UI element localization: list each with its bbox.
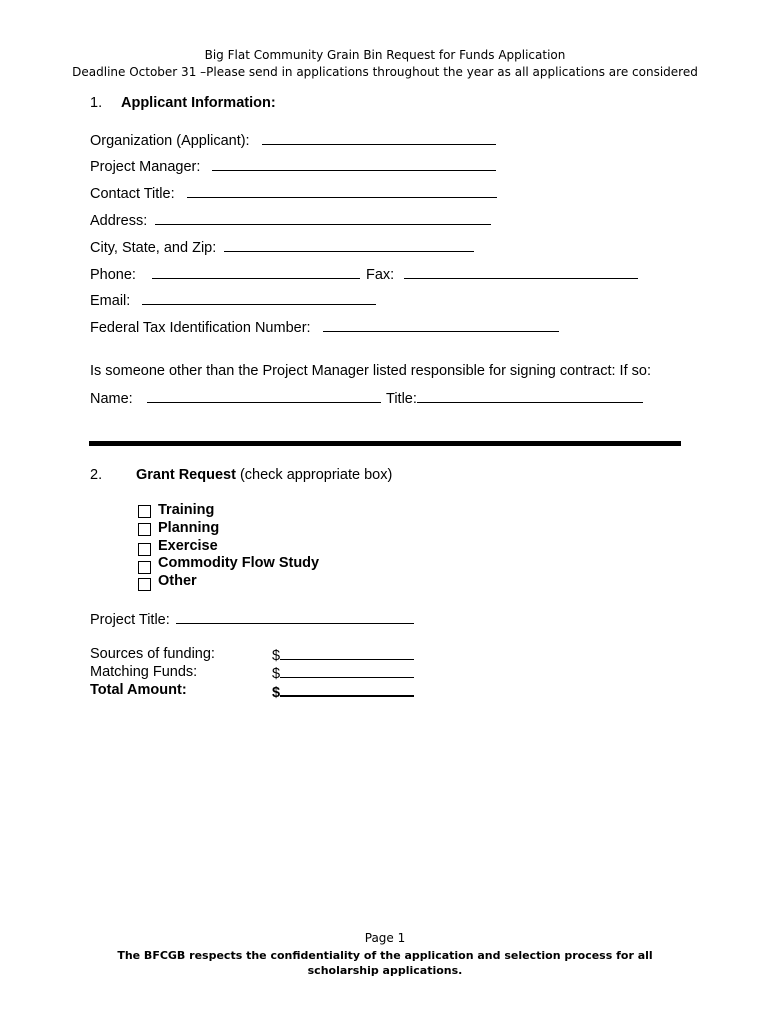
- address-label: Address:: [90, 213, 148, 229]
- signer-title-row: [386, 388, 643, 408]
- planning-checkbox[interactable]: [138, 523, 151, 536]
- deadline-note: Deadline October 31 –Please send in applications throughout the year as all applications are considered: [72, 65, 698, 79]
- federal-tax-id-label: Federal Tax Identification Number:: [90, 320, 311, 336]
- signer-name-label: Name:: [90, 391, 133, 407]
- email-label: Email:: [90, 293, 131, 309]
- section-divider: [89, 441, 681, 446]
- project-manager-row: [90, 156, 496, 176]
- sources-currency: $: [272, 648, 281, 664]
- sources-of-funding-row: [272, 645, 414, 665]
- project-title-row: [90, 609, 414, 629]
- page-number: Page 1: [364, 931, 406, 945]
- email-row: [90, 290, 376, 310]
- matching-currency: $: [272, 666, 281, 682]
- planning-label: Planning: [158, 520, 220, 536]
- project-manager-field[interactable]: [212, 156, 496, 171]
- fax-row: [366, 264, 638, 284]
- training-label: Training: [158, 502, 215, 518]
- total-amount-row: [272, 681, 414, 702]
- document-title: Big Flat Community Grain Bin Request for Funds Application: [204, 48, 566, 62]
- city-state-zip-row: [90, 237, 474, 257]
- contact-title-field[interactable]: [187, 183, 497, 198]
- section-2-heading: Grant Request: [136, 467, 236, 483]
- project-title-field[interactable]: [176, 609, 414, 624]
- phone-label: Phone:: [90, 267, 136, 283]
- training-checkbox[interactable]: [138, 505, 151, 518]
- section-1-heading: Applicant Information:: [121, 95, 276, 111]
- phone-row: [90, 264, 360, 284]
- project-title-label: Project Title:: [90, 612, 170, 628]
- confidentiality-notice-line-1: The BFCGB respects the confidentiality of the application and selection process for all: [117, 949, 653, 962]
- exercise-label: Exercise: [158, 538, 218, 554]
- city-state-zip-label: City, State, and Zip:: [90, 240, 217, 256]
- signer-question: Is someone other than the Project Manager listed responsible for signing contract: If so:: [90, 363, 651, 379]
- other-label: Other: [158, 573, 197, 589]
- commodity-flow-study-label: Commodity Flow Study: [158, 555, 320, 571]
- total-amount-label: Total Amount:: [90, 682, 187, 698]
- section-2-heading-row: [136, 466, 392, 484]
- total-amount-field[interactable]: [280, 681, 414, 697]
- section-2-number: 2.: [90, 467, 103, 483]
- confidentiality-notice-line-2: scholarship applications.: [307, 964, 463, 977]
- sources-of-funding-field[interactable]: [280, 645, 414, 660]
- signer-title-label: Title:: [386, 391, 417, 407]
- address-row: [90, 210, 491, 230]
- email-field[interactable]: [142, 290, 376, 305]
- sources-of-funding-label: Sources of funding:: [90, 646, 215, 662]
- contact-title-row: [90, 183, 497, 203]
- matching-funds-field[interactable]: [280, 663, 414, 678]
- address-field[interactable]: [155, 210, 491, 225]
- contact-title-label: Contact Title:: [90, 186, 175, 202]
- other-checkbox[interactable]: [138, 578, 151, 591]
- phone-field[interactable]: [152, 264, 360, 279]
- fax-label: Fax:: [366, 267, 395, 283]
- signer-name-row: [90, 388, 381, 408]
- section-2-heading-note: (check appropriate box): [239, 467, 393, 483]
- project-manager-label: Project Manager:: [90, 159, 201, 175]
- total-currency: $: [272, 685, 281, 701]
- signer-name-field[interactable]: [147, 388, 381, 403]
- organization-row: [90, 130, 496, 150]
- exercise-checkbox[interactable]: [138, 543, 151, 556]
- organization-field[interactable]: [262, 130, 496, 145]
- federal-tax-id-field[interactable]: [323, 317, 559, 332]
- matching-funds-label: Matching Funds:: [90, 664, 198, 680]
- fax-field[interactable]: [404, 264, 638, 279]
- city-state-zip-field[interactable]: [224, 237, 474, 252]
- commodity-flow-study-checkbox[interactable]: [138, 561, 151, 574]
- organization-label: Organization (Applicant):: [90, 133, 250, 149]
- matching-funds-row: [272, 663, 414, 683]
- signer-title-field[interactable]: [417, 388, 643, 403]
- federal-tax-id-row: [90, 317, 559, 337]
- section-1-number: 1.: [90, 95, 103, 111]
